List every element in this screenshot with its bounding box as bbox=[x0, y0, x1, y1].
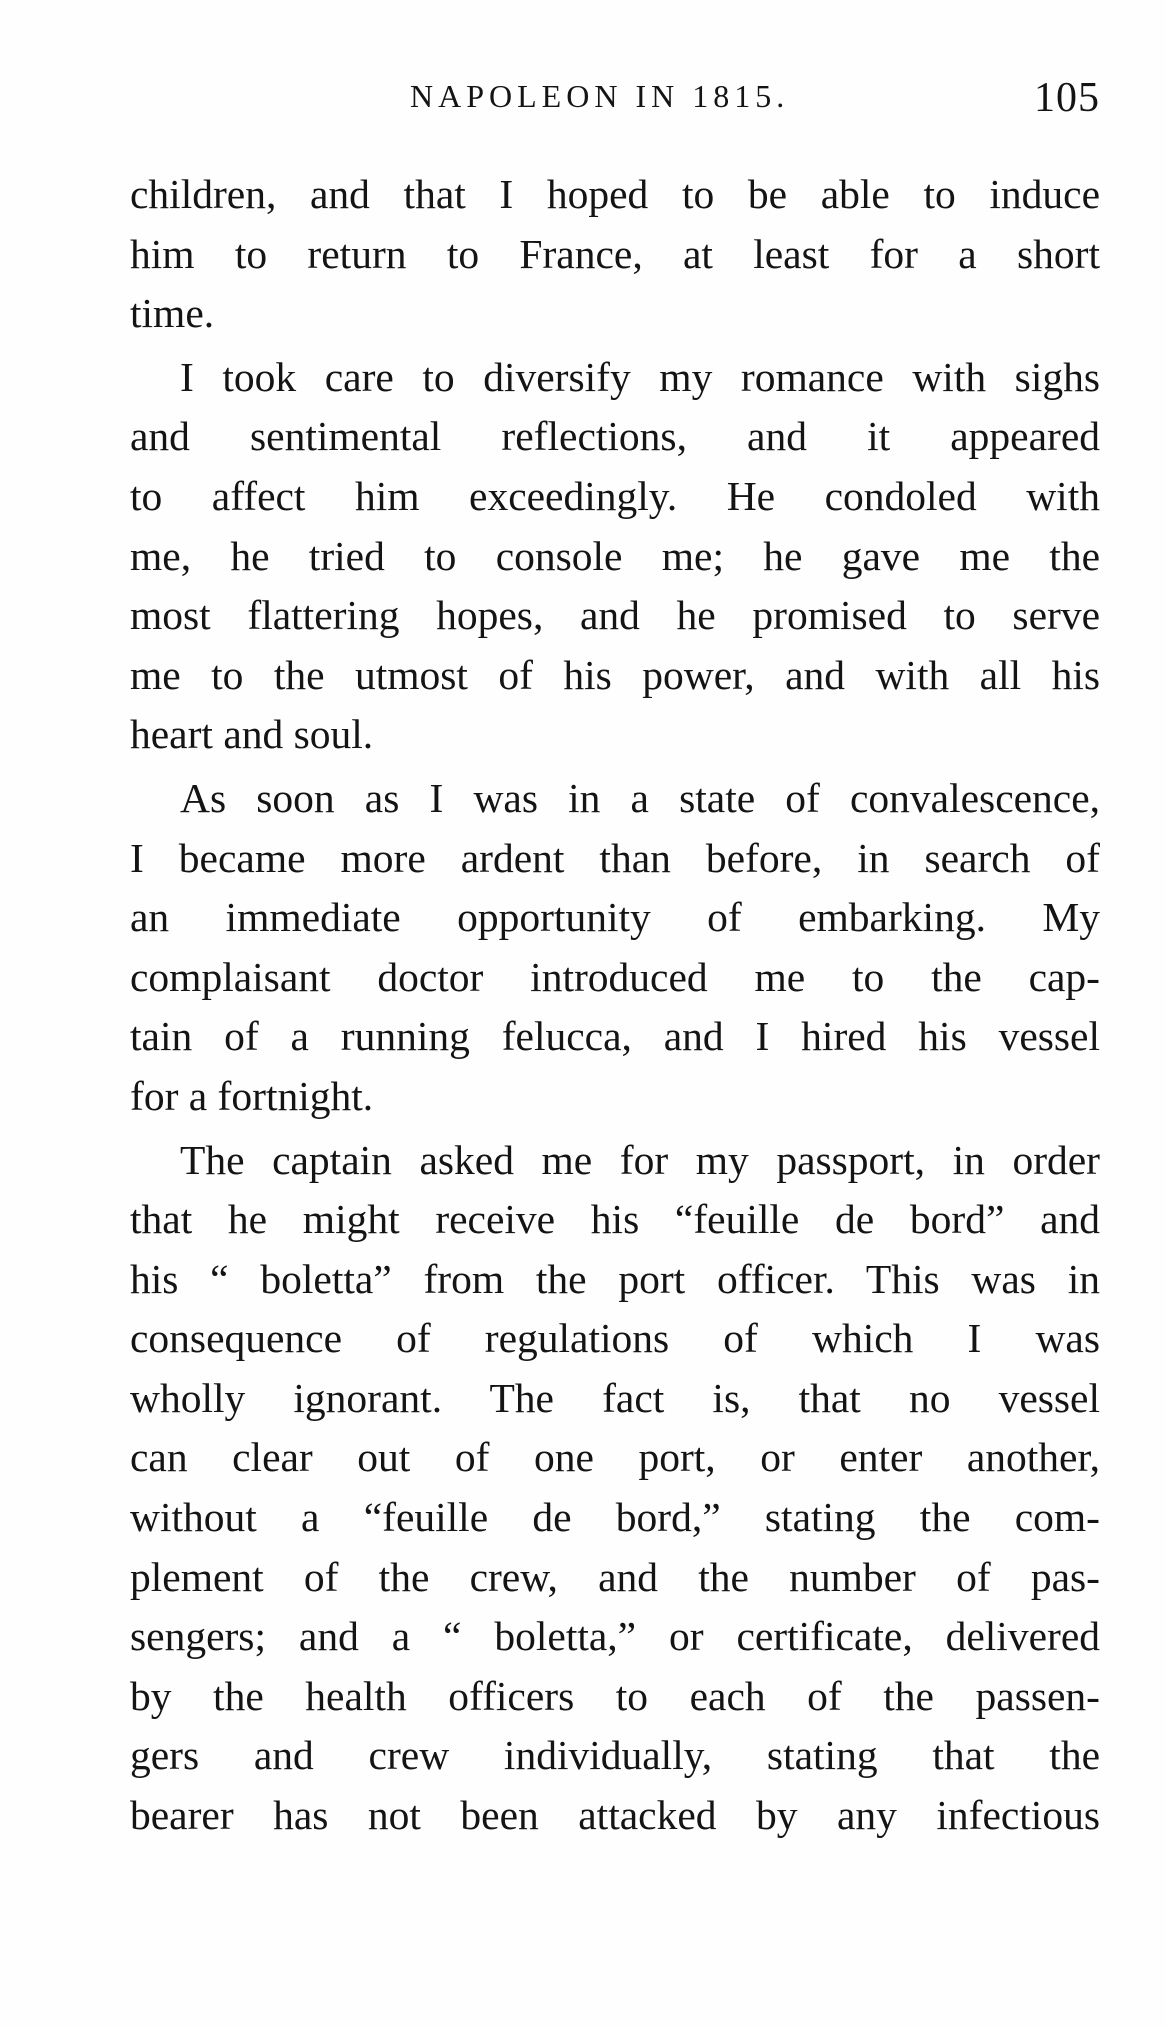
text-line: wholly ignorant. The fact is, that no vessel bbox=[130, 1374, 1100, 1421]
text-line: an immediate opportunity of embarking. My bbox=[130, 894, 1100, 941]
paragraph-4 bbox=[130, 1131, 1100, 1846]
text-line: As soon as I was in a state of convalescence, bbox=[180, 774, 1100, 821]
paragraph-3 bbox=[130, 769, 1100, 1127]
text-line: his “ boletta” from the port officer. This was in bbox=[130, 1255, 1100, 1302]
text-line: most flattering hopes, and he promised to serve bbox=[130, 592, 1100, 639]
text-line: tain of a running felucca, and I hired his vessel bbox=[130, 1013, 1100, 1060]
text-line: to affect him exceedingly. He condoled with bbox=[130, 472, 1100, 519]
paragraph-2 bbox=[130, 348, 1100, 765]
text-line: him to return to France, at least for a short bbox=[130, 230, 1100, 277]
running-title: NAPOLEON IN 1815. bbox=[410, 78, 790, 114]
text-line: time. bbox=[130, 290, 215, 337]
text-line: children, and that I hoped to be able to induce bbox=[130, 171, 1100, 217]
text-line: I took care to diversify my romance with sighs bbox=[180, 353, 1100, 400]
text-line: me, he tried to console me; he gave me the bbox=[130, 532, 1100, 579]
text-line: plement of the crew, and the number of pas- bbox=[130, 1553, 1100, 1600]
text-line: gers and crew individually, stating that the bbox=[130, 1732, 1100, 1779]
paragraph-1 bbox=[130, 165, 1100, 344]
text-line: The captain asked me for my passport, in order bbox=[180, 1136, 1100, 1183]
text-line: sengers; and a “ boletta,” or certificate, delivered bbox=[130, 1613, 1100, 1660]
text-line: consequence of regulations of which I was bbox=[130, 1315, 1100, 1362]
page-number: 105 bbox=[1034, 75, 1100, 121]
text-line: heart and soul. bbox=[130, 711, 374, 758]
text-line: can clear out of one port, or enter another, bbox=[130, 1434, 1100, 1481]
text-line: without a “feuille de bord,” stating the com- bbox=[130, 1494, 1100, 1541]
text-line: that he might receive his “feuille de bord” and bbox=[130, 1196, 1100, 1243]
text-line: by the health officers to each of the passen- bbox=[130, 1672, 1100, 1719]
text-line: and sentimental reflections, and it appeared bbox=[130, 413, 1100, 460]
text-line: bearer has not been attacked by any infectious bbox=[130, 1792, 1100, 1839]
text-line: complaisant doctor introduced me to the cap- bbox=[130, 953, 1100, 1000]
text-line: me to the utmost of his power, and with all his bbox=[130, 651, 1100, 698]
body-text bbox=[130, 165, 1100, 1846]
running-head bbox=[120, 75, 1100, 128]
text-line: for a fortnight. bbox=[130, 1072, 374, 1119]
text-line: I became more ardent than before, in search of bbox=[130, 834, 1100, 881]
